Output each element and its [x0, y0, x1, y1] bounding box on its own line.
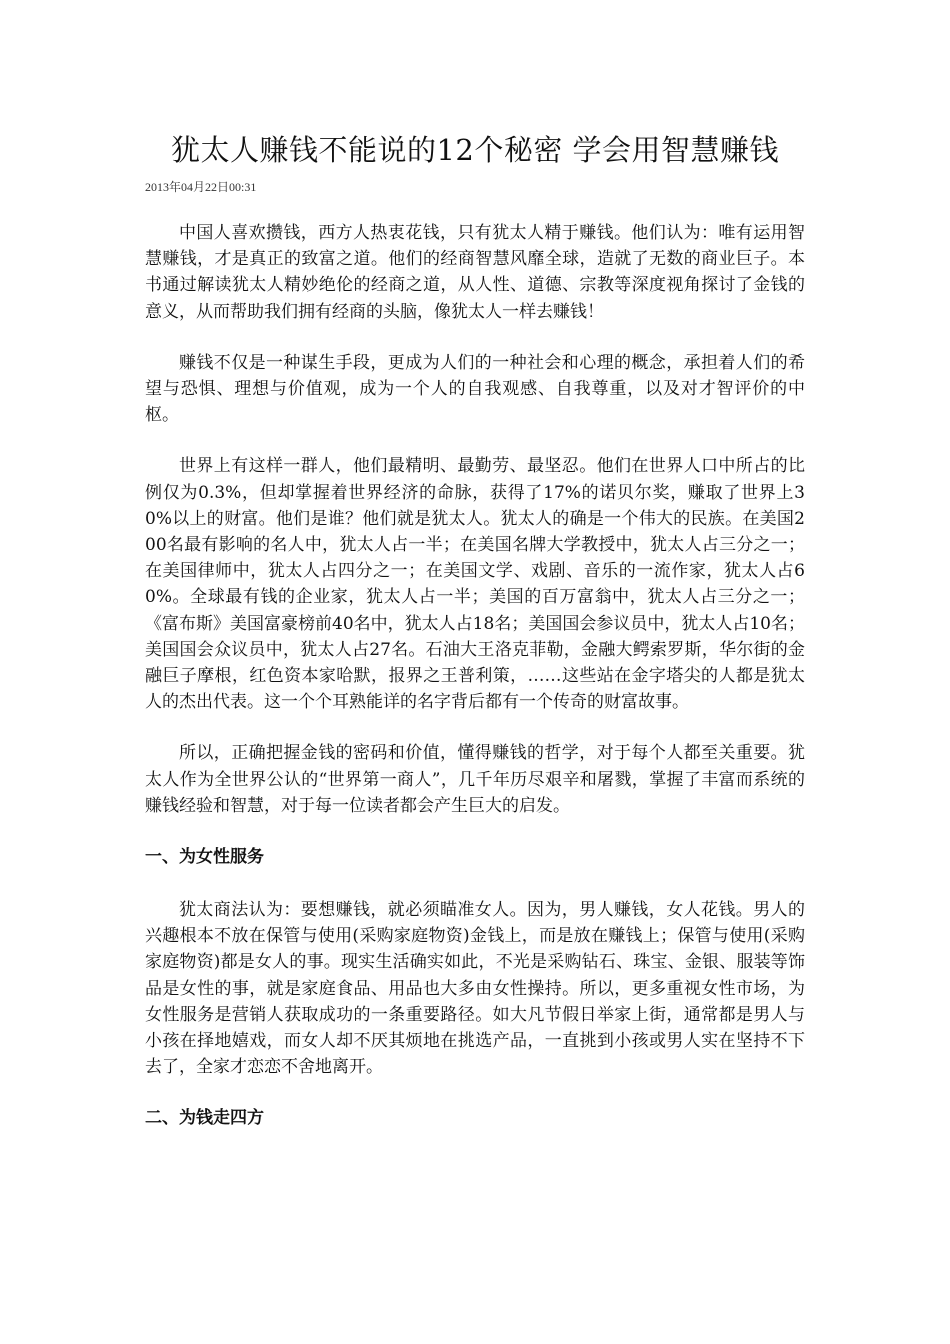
section-heading-2: 二、为钱走四方 — [145, 1108, 264, 1129]
article-date: 2013年04月22日00:31 — [145, 180, 257, 194]
intro-paragraph-1: 中国人喜欢攒钱，西方人热衷花钱，只有犹太人精于赚钱。他们认为：唯有运用智慧赚钱，才是真正的致富之道。他们的经商智慧风靡全球，造就了无数的商业巨子。本书通过解读犹太人精妙绝伦的经商之道，从人性、道德、宗教等深度视角探讨了金钱的意义，从而帮助我们拥有经商的头脑，像犹太人一样去赚钱！ — [145, 223, 805, 322]
section-1-paragraph: 犹太商法认为：要想赚钱，就必须瞄准女人。因为，男人赚钱，女人花钱。男人的兴趣根本不放在保管与使用(采购家庭物资)金钱上，而是放在赚钱上；保管与使用(采购家庭物资)都是女人的事。现实生活确实如此，不光是采购钻石、珠宝、金银、服装等饰品是女性的事，就是家庭食品、用品也大多由女性操持。所以，更多重视女性市场，为女性服务是营销人获取成功的一条重要路径。如大凡节假日举家上街，通常都是男人与小孩在择地嬉戏，而女人却不厌其烦地在挑选产品，一直挑到小孩或男人实在坚持不下去了，全家才恋恋不舍地离开。 — [145, 900, 805, 1078]
intro-paragraph-2: 赚钱不仅是一种谋生手段，更成为人们的一种社会和心理的概念，承担着人们的希望与恐惧、理想与价值观，成为一个人的自我观感、自我尊重，以及对才智评价的中枢。 — [145, 352, 805, 426]
article-body — [145, 220, 805, 1158]
intro-paragraph-4: 所以，正确把握金钱的密码和价值，懂得赚钱的哲学，对于每个人都至关重要。犹太人作为全世界公认的“世界第一商人”，几千年历尽艰辛和屠戮，掌握了丰富而系统的赚钱经验和智慧，对于每一位读者都会产生巨大的启发。 — [145, 743, 805, 816]
article-title: 犹太人赚钱不能说的12个秘密 学会用智慧赚钱 — [170, 133, 780, 167]
section-heading-1: 一、为女性服务 — [145, 847, 264, 868]
intro-paragraph-3: 世界上有这样一群人，他们最精明、最勤劳、最坚忍。他们在世界人口中所占的比例仅为0.3%，但却掌握着世界经济的命脉，获得了17%的诺贝尔奖，赚取了世界上30%以上的财富。他们是谁？他们就是犹太人。犹太人的确是一个伟大的民族。在美国200名最有影响的名人中，犹太人占一半；在美国名牌大学教授中，犹太人占三分之一；在美国律师中，犹太人占四分之一；在美国文学、戏剧、音乐的一流作家，犹太人占60%。全球最有钱的企业家，犹太人占一半；美国的百万富翁中，犹太人占三分之一；《富布斯》美国富豪榜前40名中，犹太人占18名；美国国会参议员中，犹太人占10名；美国国会众议员中，犹太人占27名。石油大王洛克菲勒，金融大鳄索罗斯，华尔街的金融巨子摩根，红色资本家哈默，报界之王普利策，……这些站在金字塔尖的人都是犹太人的杰出代表。这一个个耳熟能详的名字背后都有一个传奇的财富故事。 — [145, 456, 805, 713]
